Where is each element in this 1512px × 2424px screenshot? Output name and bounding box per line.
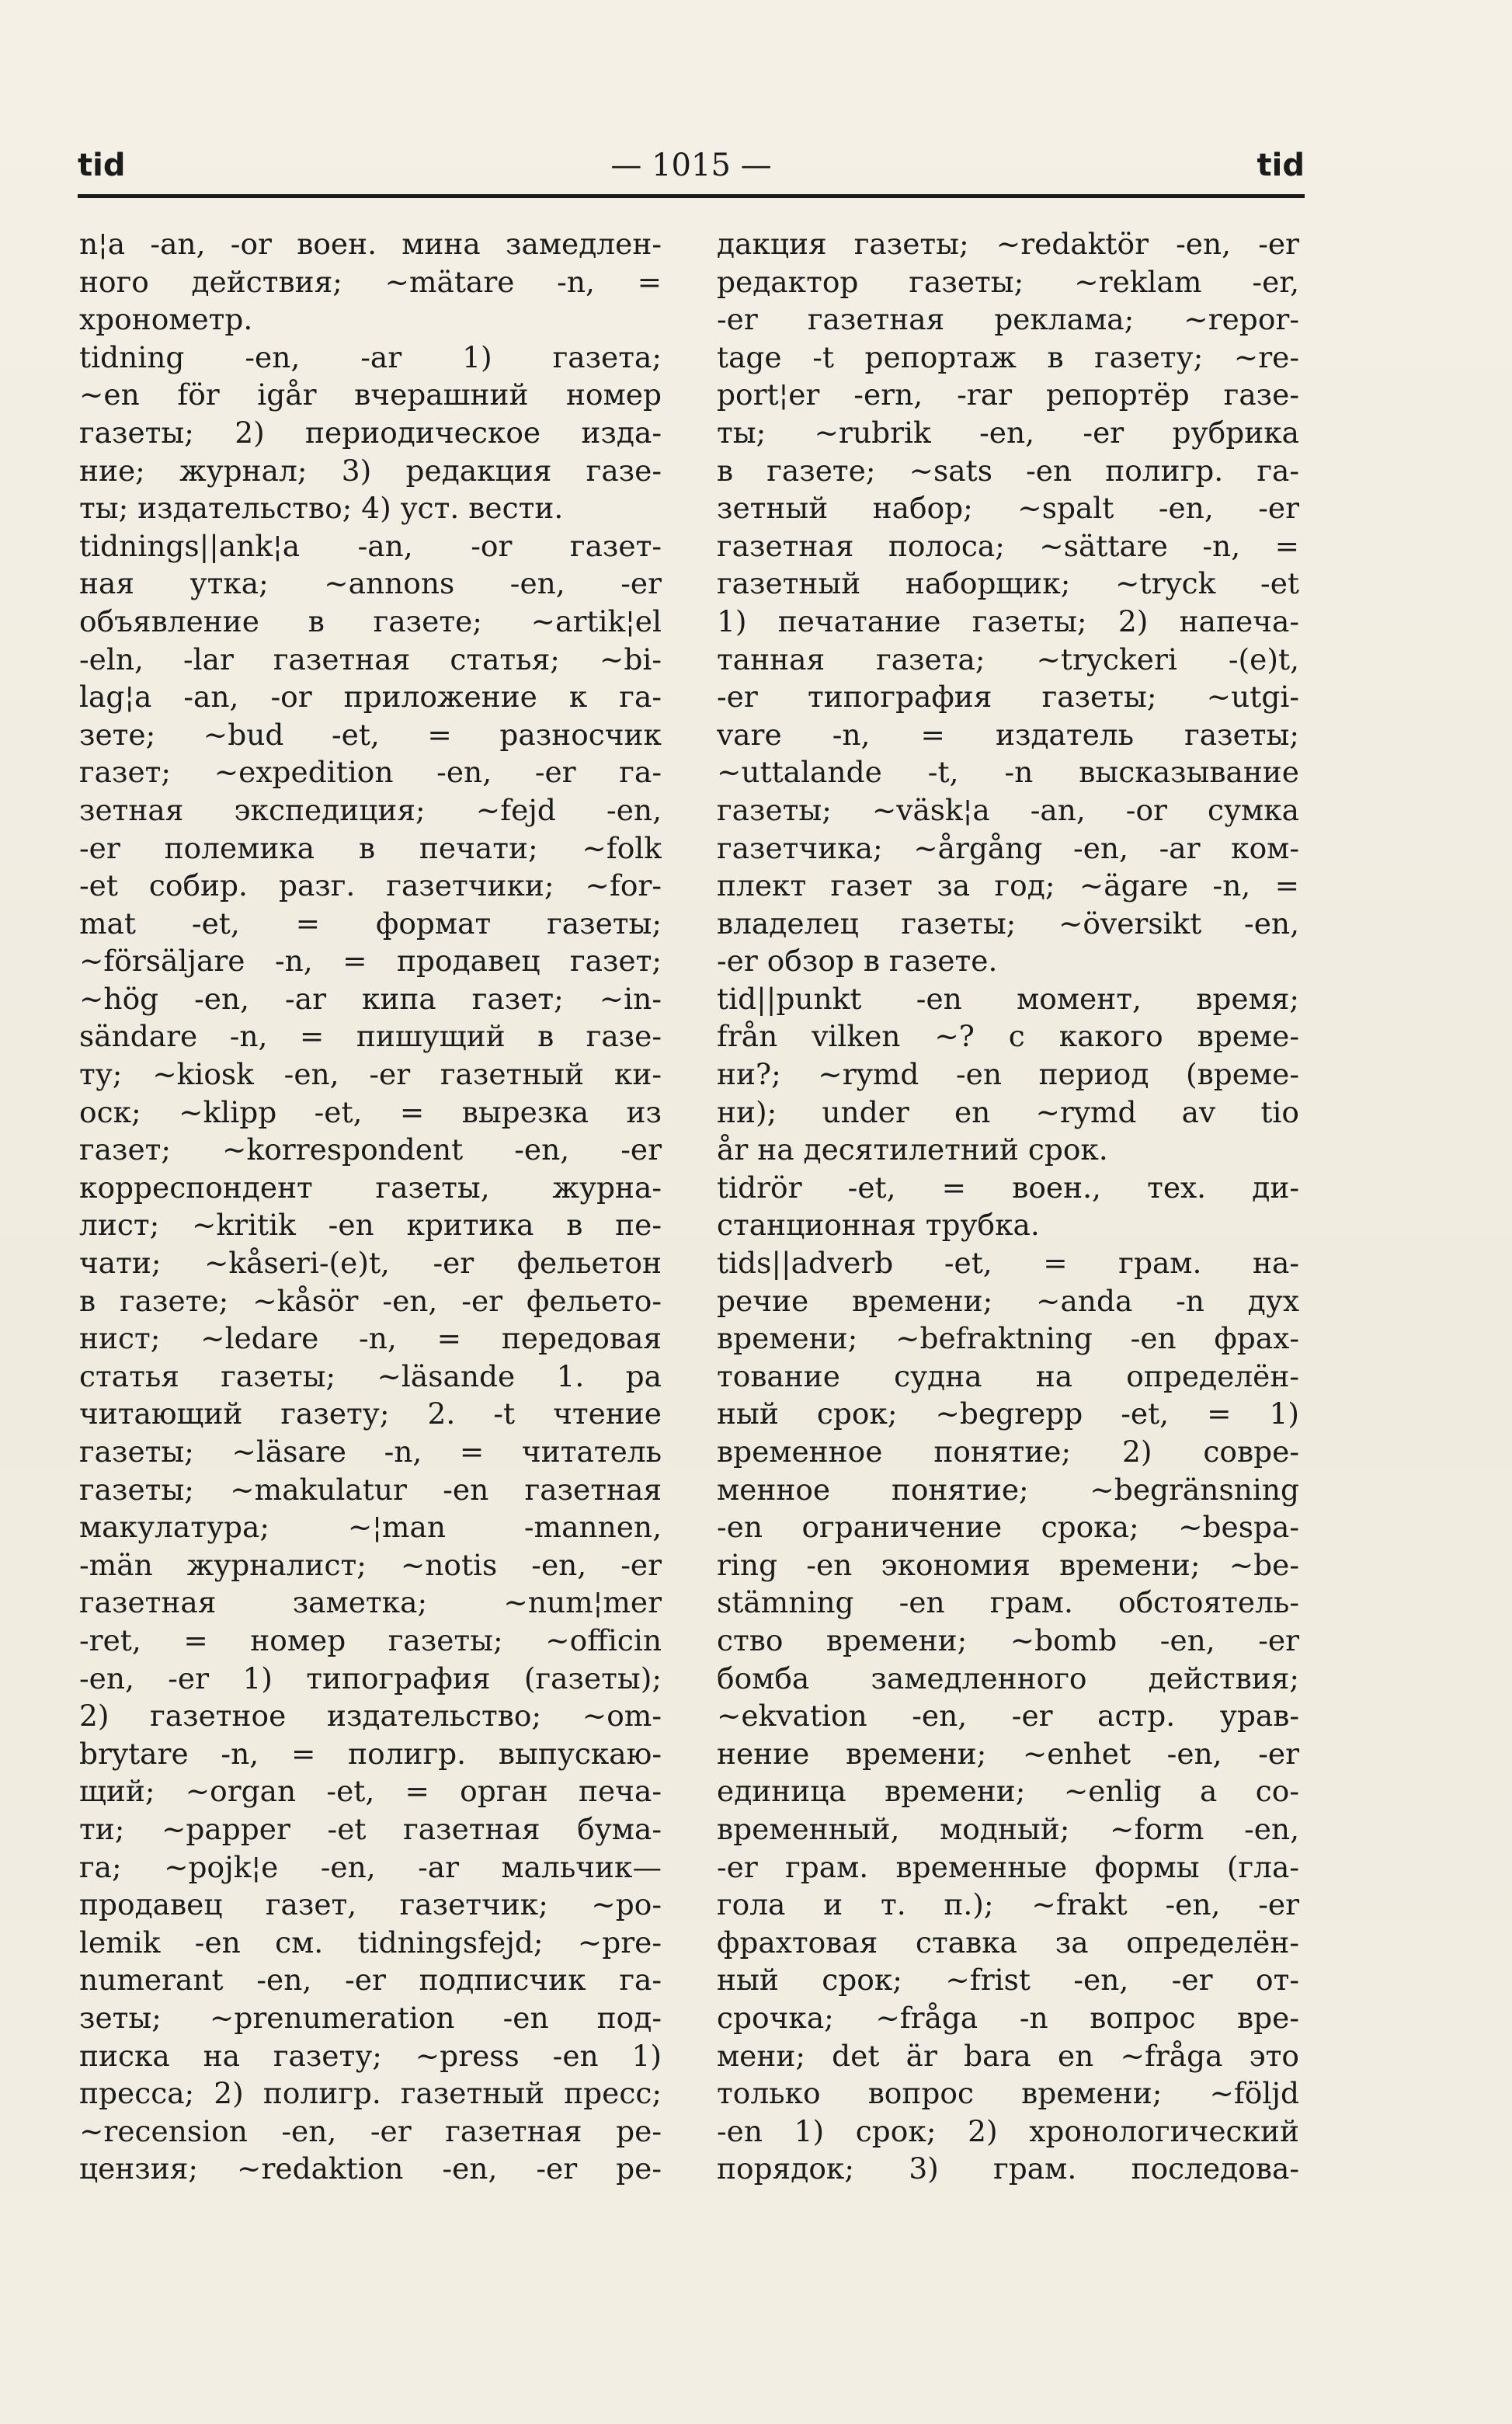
text-line: stämning -en грам. обстоятель- <box>717 1585 1299 1620</box>
text-line: tidning -en, -ar 1) газета; <box>79 339 662 374</box>
text-line: в газете; ~kåsör -en, -er фельето- <box>79 1283 662 1318</box>
text-line: tage -t репортаж в газету; ~re- <box>717 339 1299 374</box>
text-line: пресса; 2) полигр. газетный пресс; <box>79 2076 662 2111</box>
text-line: зете; ~bud -et, = разносчик <box>79 717 662 752</box>
text-line: tid||punkt -en момент, время; <box>717 981 1299 1016</box>
text-line: -et собир. разг. газетчики; ~for- <box>79 868 662 903</box>
text-line: хронометр. <box>79 302 253 337</box>
text-line: временное понятие; 2) совре- <box>717 1435 1299 1469</box>
text-line: -män журналист; ~notis -en, -er <box>79 1547 662 1582</box>
text-line: мени; det är bara en ~fråga это <box>717 2038 1299 2073</box>
text-line: нист; ~ledare -n, = передовая <box>79 1321 662 1356</box>
page-header <box>78 148 1305 194</box>
text-line: -er обзор в газете. <box>717 944 998 979</box>
text-line: ты; издательство; 4) уст. вести. <box>79 491 564 526</box>
text-line: газет; ~expedition -en, -er га- <box>79 755 662 790</box>
text-line: речие времени; ~anda -n дух <box>717 1283 1299 1318</box>
text-line: лист; ~kritik -en критика в пе- <box>79 1208 662 1243</box>
text-line: корреспондент газеты, журна- <box>79 1170 662 1205</box>
text-line: газетная полоса; ~sättare -n, = <box>717 528 1299 563</box>
text-line: ный срок; ~begrepp -et, = 1) <box>717 1396 1299 1431</box>
text-line: -er типография газеты; ~utgi- <box>717 680 1299 715</box>
text-line: времени; ~befraktning -en фрах- <box>717 1321 1299 1356</box>
text-line: brytare -n, = полигр. выпускаю- <box>79 1736 662 1771</box>
text-line: владелец газеты; ~översikt -en, <box>717 906 1299 941</box>
text-line: ти; ~papper -et газетная бума- <box>79 1811 662 1846</box>
text-line: vare -n, = издатель газеты; <box>717 717 1299 752</box>
text-line: щий; ~organ -et, = орган печа- <box>79 1774 662 1809</box>
text-line: -en 1) срок; 2) хронологический <box>717 2113 1299 2148</box>
text-line: нение времени; ~enhet -en, -er <box>717 1736 1299 1771</box>
text-line: ная утка; ~annons -en, -er <box>79 566 662 601</box>
text-line: только вопрос времени; ~följd <box>717 2076 1299 2111</box>
text-line: в газете; ~sats -en полигр. га- <box>717 453 1299 488</box>
text-line: ство времени; ~bomb -en, -er <box>717 1622 1299 1657</box>
text-line: ~hög -en, -ar кипа газет; ~in- <box>79 981 662 1016</box>
left-column <box>79 225 662 2188</box>
text-line: tidrör -et, = воен., тех. ди- <box>717 1170 1299 1205</box>
text-line: газетный наборщик; ~tryck -et <box>717 566 1299 601</box>
text-line: дакция газеты; ~redaktör -en, -er <box>717 227 1299 261</box>
text-line: port¦er -ern, -rar репортёр газе- <box>717 377 1299 412</box>
text-line: numerant -en, -er подписчик га- <box>79 1963 662 1998</box>
text-line: газеты; 2) периодическое изда- <box>79 415 662 450</box>
text-line: -eln, -lar газетная статья; ~bi- <box>79 642 662 676</box>
text-line: ние; журнал; 3) редакция газе- <box>79 453 662 488</box>
text-line: объявление в газете; ~artik¦el <box>79 603 662 638</box>
page-number: — 1015 — <box>610 148 772 183</box>
text-line: -en, -er 1) типография (газеты); <box>79 1661 662 1695</box>
text-line: менное понятие; ~begränsning <box>717 1472 1299 1507</box>
text-line: ~uttalande -t, -n высказывание <box>717 755 1299 790</box>
text-line: år на десятилетний срок. <box>717 1132 1108 1167</box>
text-line: mat -et, = формат газеты; <box>79 906 662 941</box>
right-column <box>717 225 1299 2188</box>
text-line: -er полемика в печати; ~folk <box>79 830 662 865</box>
text-line: временный, модный; ~form -en, <box>717 1811 1299 1846</box>
text-line: газеты; ~makulatur -en газетная <box>79 1472 662 1507</box>
text-line: ~försäljare -n, = продавец газет; <box>79 944 662 979</box>
text-line: ни?; ~rymd -en период (време- <box>717 1057 1299 1092</box>
text-line: танная газета; ~tryckeri -(e)t, <box>717 642 1299 676</box>
text-line: читающий газету; 2. -t чтение <box>79 1396 662 1431</box>
text-line: -en ограничение срока; ~bespa- <box>717 1510 1299 1545</box>
text-line: ~recension -en, -er газетная ре- <box>79 2113 662 2148</box>
text-line: га; ~pojk¦e -en, -ar мальчик— <box>79 1849 662 1884</box>
text-line: -er грам. временные формы (гла- <box>717 1849 1299 1884</box>
text-line: lag¦a -an, -or приложение к га- <box>79 680 662 715</box>
text-line: плект газет за год; ~ägare -n, = <box>717 868 1299 903</box>
text-line: оск; ~klipp -et, = вырезка из <box>79 1094 662 1129</box>
text-line: sändare -n, = пишущий в газе- <box>79 1019 662 1054</box>
text-line: ~en för igår вчерашний номер <box>79 377 662 412</box>
text-line: lemik -en см. tidningsfejd; ~pre- <box>79 1925 662 1960</box>
text-line: ты; ~rubrik -en, -er рубрика <box>717 415 1299 450</box>
text-line: ный срок; ~frist -en, -er от- <box>717 1963 1299 1998</box>
text-line: 2) газетное издательство; ~om- <box>79 1699 662 1734</box>
text-line: ни); under en ~rymd av tio <box>717 1094 1299 1129</box>
text-line: газеты; ~väsk¦a -an, -or сумка <box>717 792 1299 827</box>
text-line: зетный набор; ~spalt -en, -er <box>717 491 1299 526</box>
header-right-guide-word: tid <box>1257 148 1305 183</box>
text-line: срочка; ~fråga -n вопрос вре- <box>717 2000 1299 2035</box>
text-line: -er газетная реклама; ~repor- <box>717 302 1299 337</box>
text-line: tids||adverb -et, = грам. на- <box>717 1246 1299 1281</box>
text-line: зетная экспедиция; ~fejd -en, <box>79 792 662 827</box>
text-line: газетная заметка; ~num¦mer <box>79 1585 662 1620</box>
text-line: фрахтовая ставка за определён- <box>717 1925 1299 1960</box>
header-rule <box>78 194 1305 198</box>
text-line: бомба замедленного действия; <box>717 1661 1299 1695</box>
text-line: единица времени; ~enlig a со- <box>717 1774 1299 1809</box>
text-line: тование судна на определён- <box>717 1358 1299 1393</box>
text-line: газеты; ~läsare -n, = читатель <box>79 1435 662 1469</box>
text-line: ~ekvation -en, -er астр. урав- <box>717 1699 1299 1734</box>
text-line: från vilken ~? с какого време- <box>717 1019 1299 1054</box>
text-line: макулатура; ~¦man -mannen, <box>79 1510 662 1545</box>
text-line: порядок; 3) грам. последова- <box>717 2151 1299 2186</box>
text-line: ту; ~kiosk -en, -er газетный ки- <box>79 1057 662 1092</box>
text-line: продавец газет, газетчик; ~po- <box>79 1887 662 1922</box>
text-line: чати; ~kåseri-(e)t, -er фельетон <box>79 1246 662 1281</box>
text-line: n¦a -an, -or воен. мина замедлен- <box>79 227 662 261</box>
text-line: статья газеты; ~läsande 1. pa <box>79 1358 662 1393</box>
text-line: гола и т. п.); ~frakt -en, -er <box>717 1887 1299 1922</box>
text-line: зеты; ~prenumeration -en под- <box>79 2000 662 2035</box>
text-line: газетчика; ~årgång -en, -ar ком- <box>717 830 1299 865</box>
text-line: 1) печатание газеты; 2) напеча- <box>717 603 1299 638</box>
text-line: редактор газеты; ~reklam -er, <box>717 264 1299 299</box>
text-line: станционная трубка. <box>717 1208 1040 1243</box>
text-line: ного действия; ~mätare -n, = <box>79 264 662 299</box>
text-line: -ret, = номер газеты; ~officin <box>79 1622 662 1657</box>
text-line: газет; ~korrespondent -en, -er <box>79 1132 662 1167</box>
text-line: ring -en экономия времени; ~be- <box>717 1547 1299 1582</box>
text-line: писка на газету; ~press -en 1) <box>79 2038 662 2073</box>
header-left-guide-word: tid <box>78 148 126 183</box>
text-line: цензия; ~redaktion -en, -er ре- <box>79 2151 662 2186</box>
text-line: tidnings||ank¦a -an, -or газет- <box>79 528 662 563</box>
